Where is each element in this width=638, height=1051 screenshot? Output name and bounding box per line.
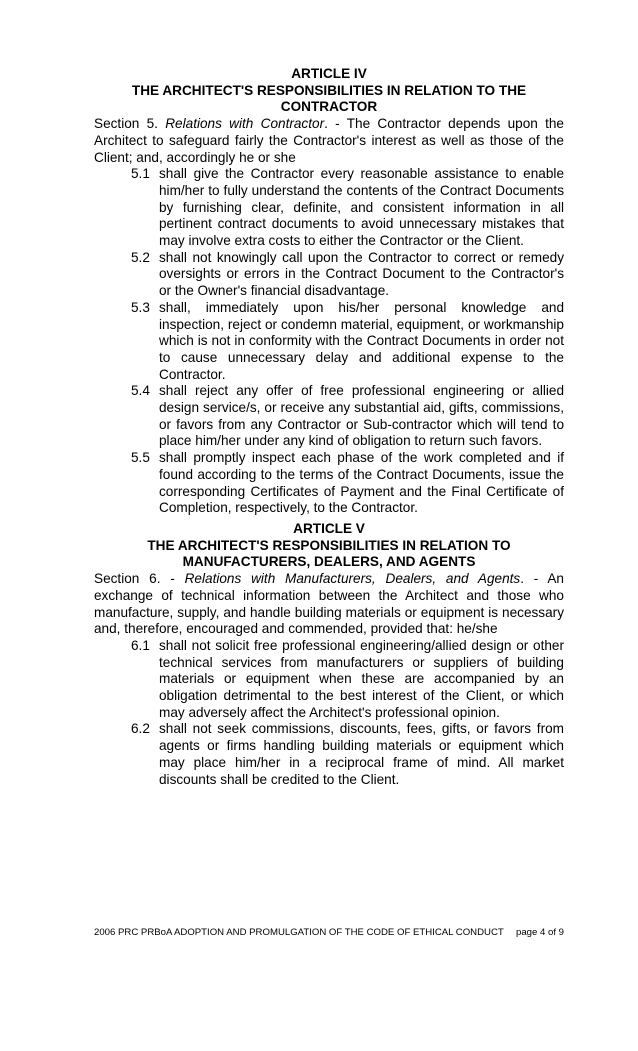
clause-6-1 (94, 638, 564, 722)
clause-5-5 (94, 450, 564, 517)
clause-6-2 (94, 721, 564, 788)
clause-text: shall not solicit free professional engineering/allied design or other technical services from manufacturers or suppliers of building materials or equipment when these are accompanied by an obligation detrimental to the best interest of the Client, or which may adversely affect the Architect's professional opinion. (159, 637, 564, 720)
clause-text: shall reject any offer of free professional engineering or allied design service/s, or receive any substantial aid, gifts, commissions, or favors from any Contractor or Sub-contractor which will tend to place him/her under any kind of obligation to return such favors. (159, 383, 564, 449)
section-6-text: . - An exchange of technical information between the Architect and those who manufacture, supply, and handle building materials or equipment is necessary and, therefore, encouraged and commended, provided that: he/she (94, 571, 564, 637)
article-v-title-line2: MANUFACTURERS, DEALERS, AND AGENTS (182, 554, 476, 570)
clause-number: 5.4 (131, 383, 150, 399)
article-v-number: ARTICLE V (293, 520, 365, 536)
footer-document-title: 2006 PRC PRBoA ADOPTION AND PROMULGATION OF THE CODE OF ETHICAL CONDUCT (94, 927, 504, 938)
section-5-prefix: Section 5. (94, 116, 166, 132)
clause-text: shall give the Contractor every reasonable assistance to enable him/her to fully understand the contents of the Contract Documents by furnishing clear, definite, and consistent information in all pertinent contract documents to avoid unnecessary mistakes that may involve extra costs to either the Contractor or the Client. (159, 166, 564, 249)
clause-number: 6.1 (131, 637, 150, 653)
article-iv-number: ARTICLE IV (291, 66, 367, 81)
clause-number: 6.2 (131, 721, 150, 737)
clause-number: 5.5 (131, 450, 150, 466)
clause-text: shall promptly inspect each phase of the work completed and if found according to the terms of the Contract Documents, issue the corresponding Certificates of Payment and the Final Certificate of Completion, respectively, to the Contractor. (159, 450, 564, 516)
clause-number: 5.2 (131, 249, 150, 265)
clause-number: 5.1 (131, 166, 150, 182)
clause-text: shall not knowingly call upon the Contractor to correct or remedy oversights or errors in the Contract Document to the Contractor's or the Owner's financial disadvantage. (159, 249, 564, 299)
clause-text: shall, immediately upon his/her personal knowledge and inspection, reject or condemn material, equipment, or workmanship which is not in conformity with the Contract Documents in order not to cause unnecessary delay and additional expense to the Contractor. (159, 299, 564, 382)
article-iv-title-line1: THE ARCHITECT'S RESPONSIBILITIES IN RELATION TO THE (131, 82, 527, 98)
clause-5-4 (94, 383, 564, 450)
clause-5-3 (94, 300, 564, 384)
section-6-title: Relations with Manufacturers, Dealers, and Agents (184, 571, 521, 587)
section-5-title: Relations with Contractor (165, 116, 325, 132)
section-6-intro (94, 571, 564, 638)
clause-5-1 (94, 166, 564, 250)
clause-text: shall not seek commissions, discounts, fees, gifts, or favors from agents or firms handling building materials or equipment which may place him/her in a reciprocal frame of mind. All market discounts shall be credited to the Client. (159, 721, 564, 787)
article-iv-title-line2: CONTRACTOR (280, 99, 378, 115)
article-v-title-line1: THE ARCHITECT'S RESPONSIBILITIES IN RELATION TO (147, 537, 511, 553)
section-6-prefix: Section 6. - (94, 571, 185, 587)
section-5-text: . - The Contractor depends upon the Architect to safeguard fairly the Contractor's interest as well as those of the Client; and, accordingly he or she (94, 116, 564, 165)
footer-page-number: page 4 of 9 (515, 927, 564, 938)
clause-5-2 (94, 250, 564, 300)
section-5-intro (94, 116, 564, 166)
clause-number: 5.3 (131, 299, 150, 315)
page-content (94, 66, 564, 788)
page-footer (94, 927, 564, 939)
